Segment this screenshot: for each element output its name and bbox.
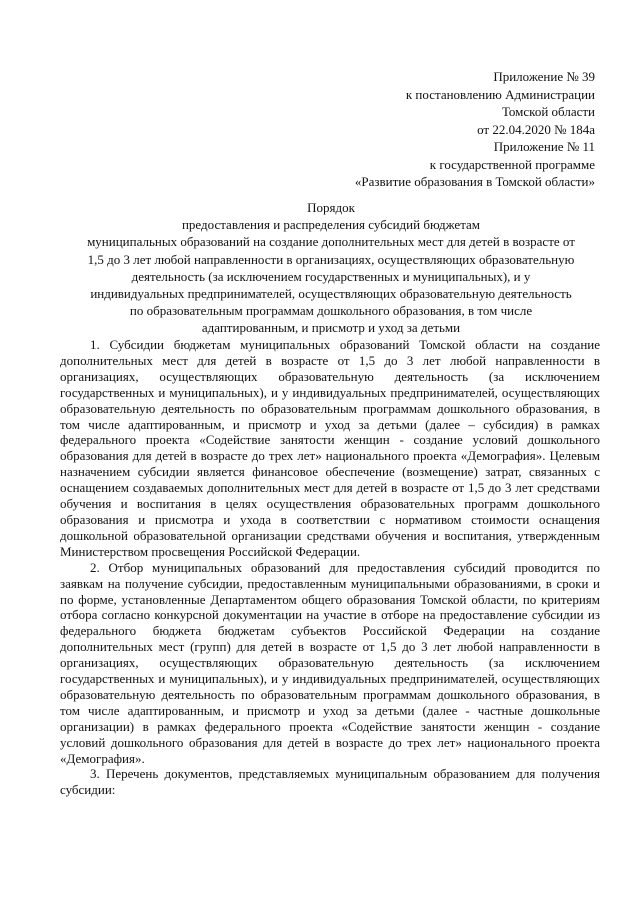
document-title bbox=[60, 199, 602, 337]
appendix-line: «Развитие образования в Томской области» bbox=[354, 174, 595, 189]
title-line: адаптированным, и присмотр и уход за детьми bbox=[201, 320, 461, 336]
title-line: по образовательным программам дошкольного образования, в том числе bbox=[129, 303, 533, 319]
title-line: индивидуальных предпринимателей, осуществляющих образовательную деятельность bbox=[90, 286, 572, 302]
appendix-line: к государственной программе bbox=[429, 156, 595, 172]
document-body bbox=[60, 337, 600, 798]
appendix-line: Приложение № 11 bbox=[493, 139, 595, 154]
title-line: предоставления и распределения субсидий бюджетам bbox=[181, 217, 481, 233]
title-line: 1,5 до 3 лет любой направленности в организациях, осуществляющих образовательную bbox=[87, 251, 575, 267]
title-heading: Порядок bbox=[307, 200, 355, 215]
paragraph-3: 3. Перечень документов, представляемых муниципальным образованием для получения субсидии: bbox=[60, 766, 600, 798]
paragraph-2: 2. Отбор муниципальных образований для предоставления субсидий проводится по заявкам на получение субсидии, предоставленным муниципальными образованиями, в сроки и по форме, установленные Департаментом общего образования Томской области, по критериям отбора согласно конкурсной документации на участие в отборе на предоставление субсидии из федерального бюджета бюджетам субъектов Российской Федерации на создание дополнительных мест (групп) для детей в возрасте от 1,5 до 3 лет любой направленности в организациях, осуществляющих образовательную деятельность (за исключением государственных и муниципальных), и у индивидуальных предпринимателей, осуществляющих образовательную деятельность по образовательным программам дошкольного образования, в том числе адаптированным, и присмотр и уход за детьми (далее - частные дошкольные организации) в рамках федерального проекта «Содействие занятости женщин - создание условий дошкольного образования для детей в возрасте до трех лет» национального проекта «Демография». bbox=[60, 559, 600, 766]
appendix-line: к постановлению Администрации bbox=[405, 86, 595, 102]
title-line: муниципальных образований на создание дополнительных мест для детей в возрасте от bbox=[87, 234, 575, 250]
appendix-line: Томской области bbox=[501, 104, 595, 119]
appendix-line: Приложение № 39 bbox=[493, 69, 595, 84]
appendix-block bbox=[355, 68, 595, 191]
title-line: деятельность (за исключением государственных и муниципальных), и у bbox=[131, 268, 531, 284]
appendix-line: от 22.04.2020 № 184а bbox=[477, 121, 595, 137]
paragraph-1: 1. Субсидии бюджетам муниципальных образований Томской области на создание дополнительных мест для детей в возрасте от 1,5 до 3 лет любой направленности в организациях, осуществляющих образовательную деятельность (за исключением государственных и муниципальных), и у индивидуальных предпринимателей, осуществляющих образовательную деятельность по образовательным программам дошкольного образования, в том числе адаптированным, и присмотр и уход за детьми (далее – субсидия) в рамках федерального проекта «Содействие занятости женщин - создание условий дошкольного образования для детей в возрасте до трех лет» национального проекта «Демография». Целевым назначением субсидии является финансовое обеспечение (возмещение) затрат, связанных с оснащением создаваемых дополнительных мест для детей в возрасте от 1,5 до 3 лет средствами обучения и воспитания в целях осуществления образовательных программ дошкольного образования и присмотра и ухода в соответствии с нормативом стоимости оснащения дошкольной образовательной организации средствами обучения и воспитания, утвержденным Министерством просвещения Российской Федерации. bbox=[60, 337, 600, 559]
